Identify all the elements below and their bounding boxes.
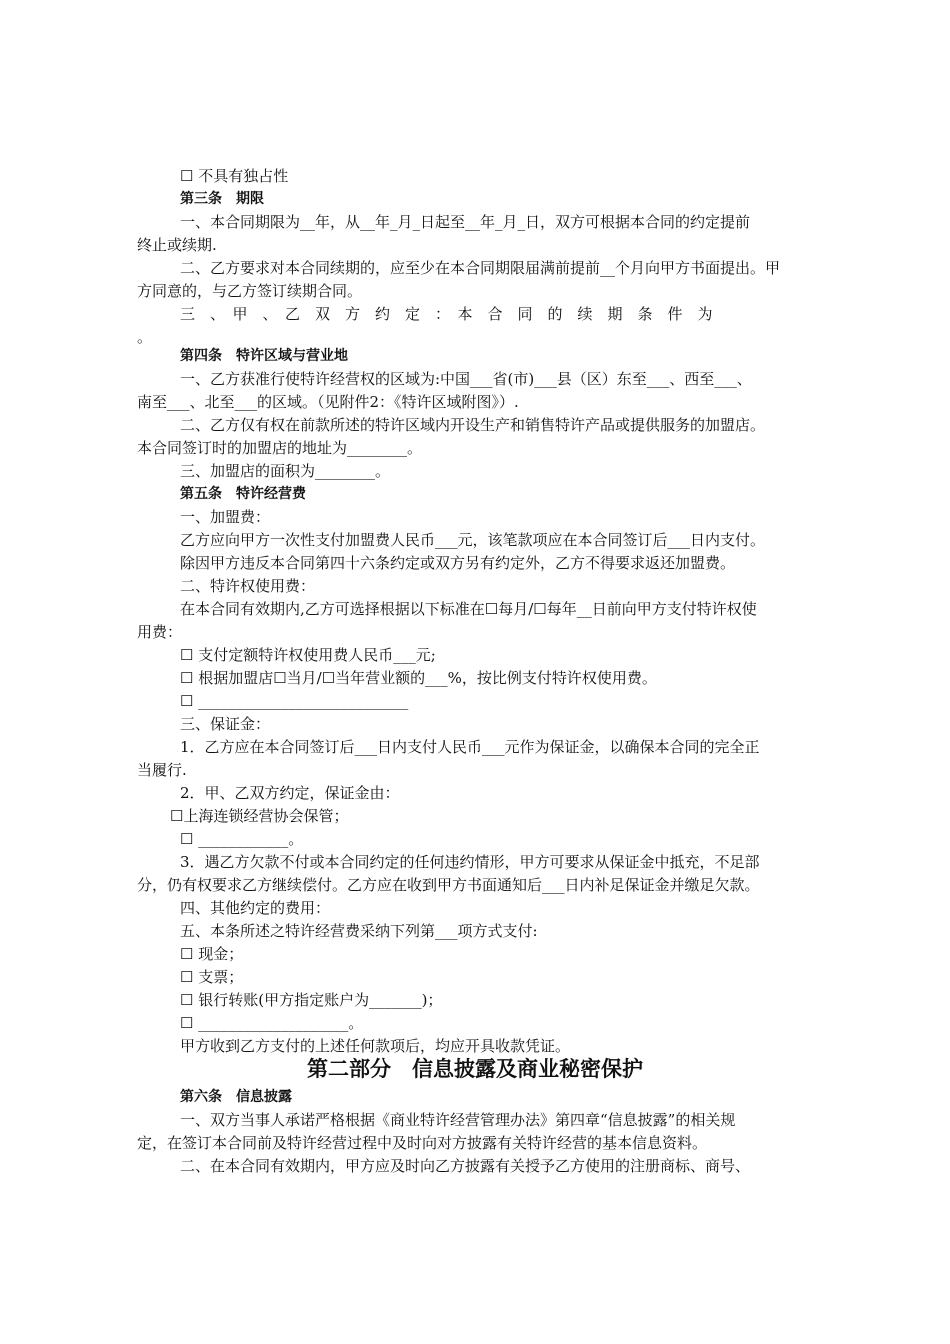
article-3-clause-3: 三 、 甲 、 乙 双 方 约 定 ： 本 合 同 的 续 期 条 件 为 bbox=[180, 305, 713, 323]
article-3-heading: 第三条 期限 bbox=[180, 191, 264, 207]
deposit-clause-2: 2．甲、乙双方约定，保证金由： bbox=[180, 784, 400, 802]
option-deposit-other: ☐ ____________。 bbox=[180, 830, 304, 848]
article-5-item-2-text: 在本合同有效期内,乙方可选择根据以下标准在☐每月/☐每年__日前向甲方支付特许权使 bbox=[180, 600, 757, 618]
option-cash: ☐ 现金； bbox=[180, 945, 244, 963]
option-percentage-fee: ☐ 根据加盟店☐当月/☐当年营业额的___%，按比例支付特许权使用费。 bbox=[180, 669, 657, 687]
article-3-clause-1: 一、本合同期限为__年，从__年_月_日起至__年_月_日，双方可根据本合同的约定提前 bbox=[180, 213, 751, 231]
article-4-clause-1: 一、乙方获准行使特许经营权的区域为:中国___省(市)___县（区）东至___、西至___、 bbox=[180, 370, 752, 388]
article-4-clause-2: 二、乙方仅有权在前款所述的特许区域内开设生产和销售特许产品或提供服务的加盟店。 bbox=[180, 416, 766, 434]
article-6-clause-1-cont: 定，在签订本合同前及特许经营过程中及时向对方披露有关特许经营的基本信息资料。 bbox=[137, 1134, 708, 1152]
article-5-heading: 第五条 特许经营费 bbox=[180, 486, 306, 502]
article-5-item-5: 五、本条所述之特许经营费采纳下列第___项方式支付: bbox=[180, 922, 538, 940]
article-3-clause-1-cont: 终止或续期. bbox=[137, 236, 217, 254]
article-5-item-3: 三、保证金： bbox=[180, 715, 271, 733]
option-non-exclusive: ☐ 不具有独占性 bbox=[180, 167, 289, 185]
option-bank-transfer: ☐ 银行转账(甲方指定账户为_______)； bbox=[180, 991, 443, 1009]
article-3-clause-2: 二、乙方要求对本合同续期的，应至少在本合同期限届满前提前__个月向甲方书面提出。甲 bbox=[180, 259, 781, 277]
option-deposit-association: ☐上海连锁经营协会保管； bbox=[170, 807, 349, 825]
option-other-payment: ☐ ____________________。 bbox=[180, 1014, 364, 1032]
part-2-heading: 第二部分 信息披露及商业秘密保护 bbox=[307, 1057, 643, 1081]
article-3-clause-2-cont: 方同意的，与乙方签订续期合同。 bbox=[137, 282, 363, 300]
option-check: ☐ 支票； bbox=[180, 968, 244, 986]
article-5-item-2: 二、特许权使用费： bbox=[180, 577, 316, 595]
article-6-clause-2: 二、在本合同有效期内，甲方应及时向乙方披露有关授予乙方使用的注册商标、商号、 bbox=[180, 1157, 751, 1175]
article-4-clause-3: 三、加盟店的面积为________。 bbox=[180, 462, 391, 480]
receipt-clause: 甲方收到乙方支付的上述任何款项后，均应开具收款凭证。 bbox=[180, 1037, 571, 1055]
deposit-clause-3-cont: 分，仍有权要求乙方继续偿付。乙方应在收到甲方书面通知后___日内补足保证金并缴足欠款。 bbox=[137, 876, 760, 894]
article-5-item-2-text-cont: 用费： bbox=[137, 623, 183, 641]
article-4-heading: 第四条 特许区域与营业地 bbox=[180, 348, 348, 364]
article-5-item-1-text-2: 除因甲方违反本合同第四十六条约定或双方另有约定外，乙方不得要求返还加盟费。 bbox=[180, 554, 736, 572]
option-fixed-fee: ☐ 支付定额特许权使用费人民币___元; bbox=[180, 646, 436, 664]
article-4-clause-1-cont: 南至___、北至___的区域。（见附件2：《特许区域附图》）. bbox=[137, 393, 519, 411]
article-5-item-4: 四、其他约定的费用： bbox=[180, 899, 331, 917]
deposit-clause-3: 3．遇乙方欠款不付或本合同约定的任何违约情形，甲方可要求从保证金中抵充，不足部 bbox=[180, 853, 760, 871]
article-5-item-1: 一、加盟费： bbox=[180, 508, 271, 526]
deposit-clause-1: 1．乙方应在本合同签订后___日内支付人民币___元作为保证金，以确保本合同的完全正 bbox=[180, 738, 760, 756]
article-3-clause-3-cont: 。 bbox=[137, 328, 153, 346]
article-5-item-1-text: 乙方应向甲方一次性支付加盟费人民币___元，该笔款项应在本合同签订后___日内支付。 bbox=[180, 531, 766, 549]
article-6-heading: 第六条 信息披露 bbox=[180, 1089, 292, 1105]
deposit-clause-1-cont: 当履行. bbox=[137, 761, 187, 779]
article-6-clause-1: 一、双方当事人承诺严格根据《商业特许经营管理办法》第四章“信息披露”的相关规 bbox=[180, 1111, 736, 1129]
option-other-fee: ☐ ____________________________ bbox=[180, 692, 409, 710]
article-4-clause-2-cont: 本合同签订时的加盟店的地址为________。 bbox=[137, 439, 423, 457]
